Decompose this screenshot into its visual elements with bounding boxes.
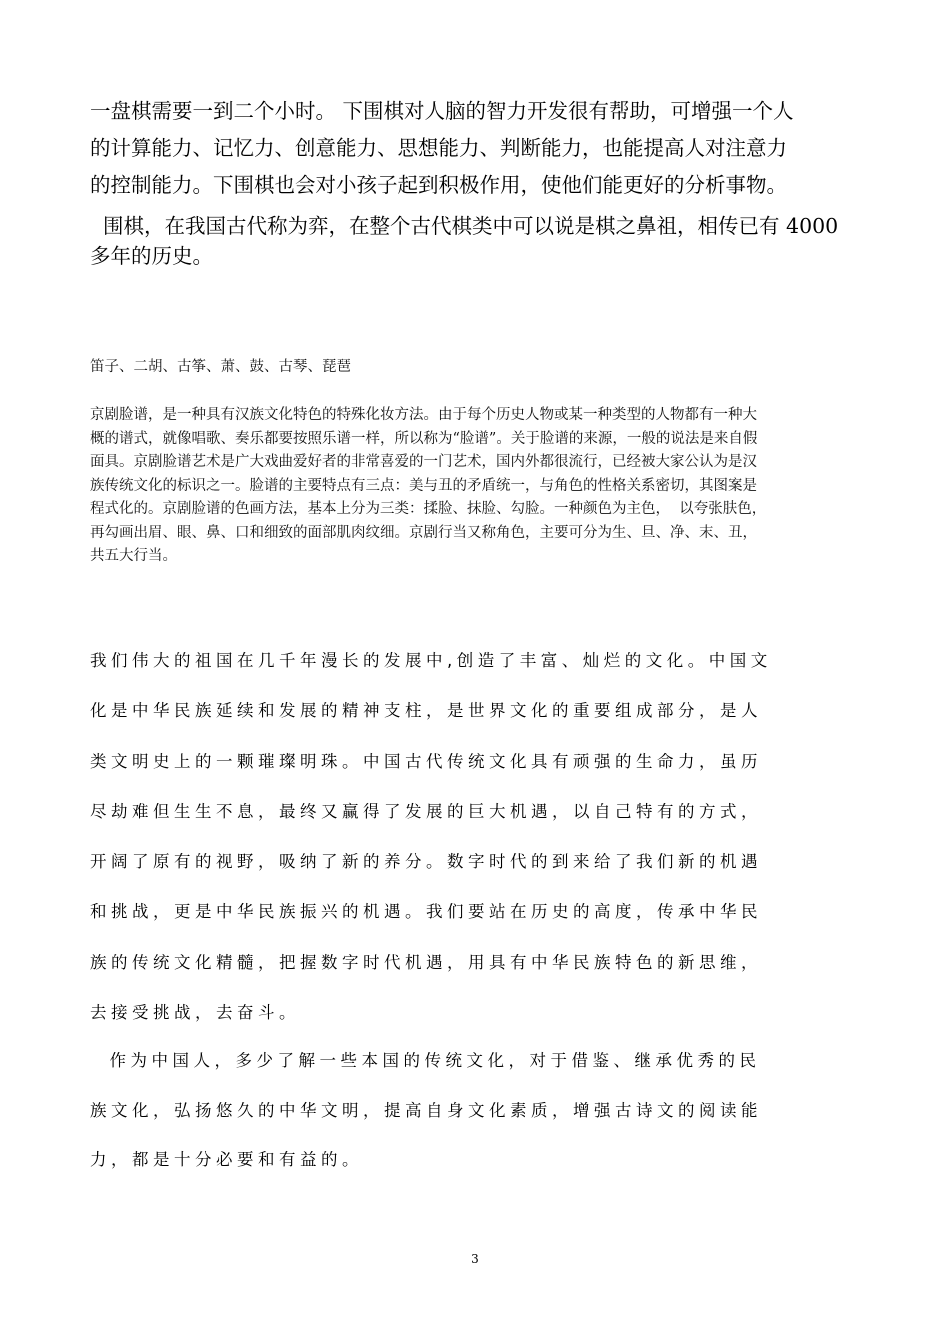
culture-essay-paragraph: 我们伟大的祖国在几千年漫长的发展中,创造了丰富、灿烂的文化。中国文 化是中华民族延续和发展的精神支柱，是世界文化的重要组成部分，是人 类文明史上的一颗璀璨明珠。中国古代传统文化具有顽强的生命力，虽历 尽劫难但生生不息，最终又赢得了发展的巨大机遇，以自己特有的方式， 开阔了原有的视野，吸纳了新的养分。数字时代的到来给了我们新的机遇 和挑战，更是中华民族振兴的机遇。我们要站在历史的高度，传承中华民 族的传统文化精髓，把握数字时代机遇，用具有中华民族特色的新思维， 去接受挑战，去奋斗。 (90, 651, 772, 1023)
peking-opera-masks-paragraph: 京剧脸谱，是一种具有汉族文化特色的特殊化妆方法。由于每个历史人物或某一种类型的人物都有一种大 概的谱式，就像唱歌、奏乐都要按照乐谱一样，所以称为“脸谱”。关于脸谱的来源，一般的说法是来自假 面具。京剧脸谱艺术是广大戏曲爱好者的非常喜爱的一门艺术，国内外都很流行，已经被大家公认为是汉 族传统文化的标识之一。脸谱的主要特点有三点：美与丑的矛盾统一，与角色的性格关系密切，其图案是 程式化的。京剧脸谱的色画方法，基本上分为三类：揉脸、抹脸、勾脸。一种颜色为主色， 以夸张肤色， 再勾画出眉、眼、鼻、口和细致的面部肌肉纹细。京剧行当又称角色，主要可分为生、旦、净、末、丑， 共五大行当。 (90, 407, 767, 564)
instruments-line: 笛子、二胡、古筝、萧、鼓、古琴、琵琶 (90, 359, 351, 375)
page-number: 3 (471, 1252, 479, 1266)
culture-conclusion-paragraph: 作为中国人，多少了解一些本国的传统文化，对于借鉴、继承优秀的民 族文化，弘扬悠久的中华文明，提高自身文化素质，增强古诗文的阅读能 力，都是十分必要和有益的。 (90, 1051, 762, 1169)
go-history-paragraph: 围棋，在我国古代称为弈，在整个古代棋类中可以说是棋之鼻祖，相传已有 4000 多年的历史。 (90, 214, 839, 268)
go-intro-paragraph: 一盘棋需要一到二个小时。 下围棋对人脑的智力开发很有帮助，可增强一个人 的计算能力、记忆力、创意能力、思想能力、判断能力，也能提高人对注意力 的控制能力。下围棋也会对小孩子起到积极作用，使他们能更好的分析事物。 (90, 99, 794, 197)
